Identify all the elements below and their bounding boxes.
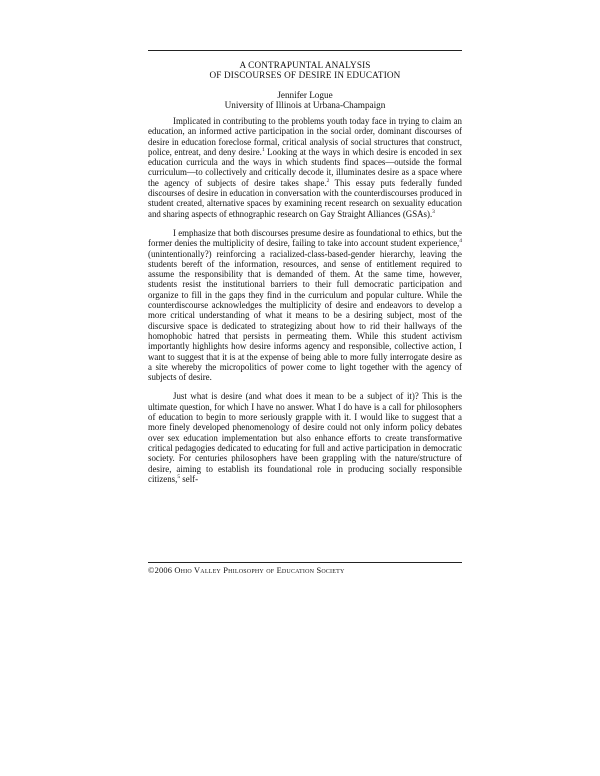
paragraph-1 (148, 116, 462, 219)
footnote-marker[interactable]: 1 (261, 146, 265, 153)
paragraph-text: (unintentionally?) reinforcing a racialized-class-based-gender hierarchy, leaving the students bereft of the information, resources, and sense of entitlement required to assume the responsibility that is demanded of them. At the same time, however, students resist the institutional barriers to their full democratic participation and organize to fill in the gaps they find in the curriculum and popular culture. While the counterdiscourse acknowledges the multiplicity of desire and endeavors to develop a more critical understanding of what it means to be a desiring subject, most of the discursive space is dedicated to strategizing about how to rid their hallways of the homophobic hatred that persists in permeating them. While this student activism importantly highlights how desire informs agency and responsible, collective action, I want to suggest that it is at the expense of being able to more fully interrogate desire as a site whereby the micropolitics of power come to light together with the agency of subjects of desire. (148, 248, 462, 383)
author-name: Jennifer Logue (277, 90, 333, 100)
article-body (148, 116, 462, 493)
copyright-footer: ©2006 Ohio Valley Philosophy of Education Society (148, 566, 345, 575)
paragraph-text: Just what is desire (and what does it mean to be a subject of it)? This is the ultimate question, for which I have no answer. What I do have is a call for philosophers of education to begin to more seriously grapple with it. I would like to suggest that a more finely developed phenomenology of desire could not only inform policy debates over sex education implementation but also enhance efforts to create transformative critical pedagogies dedicated to educating for full and active participation in democratic society. For centuries philosophers have been grappling with the nature/structure of desire, aiming to establish its foundational role in producing socially responsible citizens, (148, 391, 462, 484)
paragraph-text: self- (180, 473, 199, 484)
bottom-rule (148, 562, 462, 563)
top-rule (148, 50, 462, 51)
author-affiliation: University of Illinois at Urbana-Champaign (224, 100, 386, 110)
paragraph-text: Looking at the ways in which desire is encoded in sex education curricula and the ways in which students find spaces—outside the formal curriculum—to collectively and critically decode it, illuminates desire as a space where the agency of subjects of desire takes shape. (148, 146, 462, 188)
paragraph-text: I emphasize that both discourses presume desire as foundational to ethics, but the former denies the multiplicity of desire, failing to take into account student experience, (148, 227, 462, 249)
title-line-2: OF DISCOURSES OF DESIRE IN EDUCATION (209, 70, 401, 80)
article-title (148, 60, 462, 80)
title-line-1: A CONTRAPUNTAL ANALYSIS (239, 60, 371, 70)
footnote-marker[interactable]: 5 (177, 473, 181, 480)
author-block (148, 90, 462, 110)
paragraph-3 (148, 391, 462, 484)
footnote-marker[interactable]: 4 (459, 238, 462, 245)
footnote-marker[interactable]: 2 (326, 177, 330, 184)
paragraph-text: Implicated in contributing to the problems youth today face in trying to claim an education, an informed active participation in the social order, dominant discourses of desire in education foreclose formal, critical analysis of social structures that construct, police, entreat, and deny desire. (148, 116, 462, 157)
footnote-marker[interactable]: 3 (432, 208, 435, 215)
paragraph-text: This essay puts federally funded discourses of desire in education in conversation with the counterdiscourses produced in student created, alternative spaces by examining recent research on sexuality education and sharing aspects of ethnographic research on Gay Straight Alliances (GSAs). (148, 177, 462, 219)
paragraph-2 (148, 228, 462, 382)
